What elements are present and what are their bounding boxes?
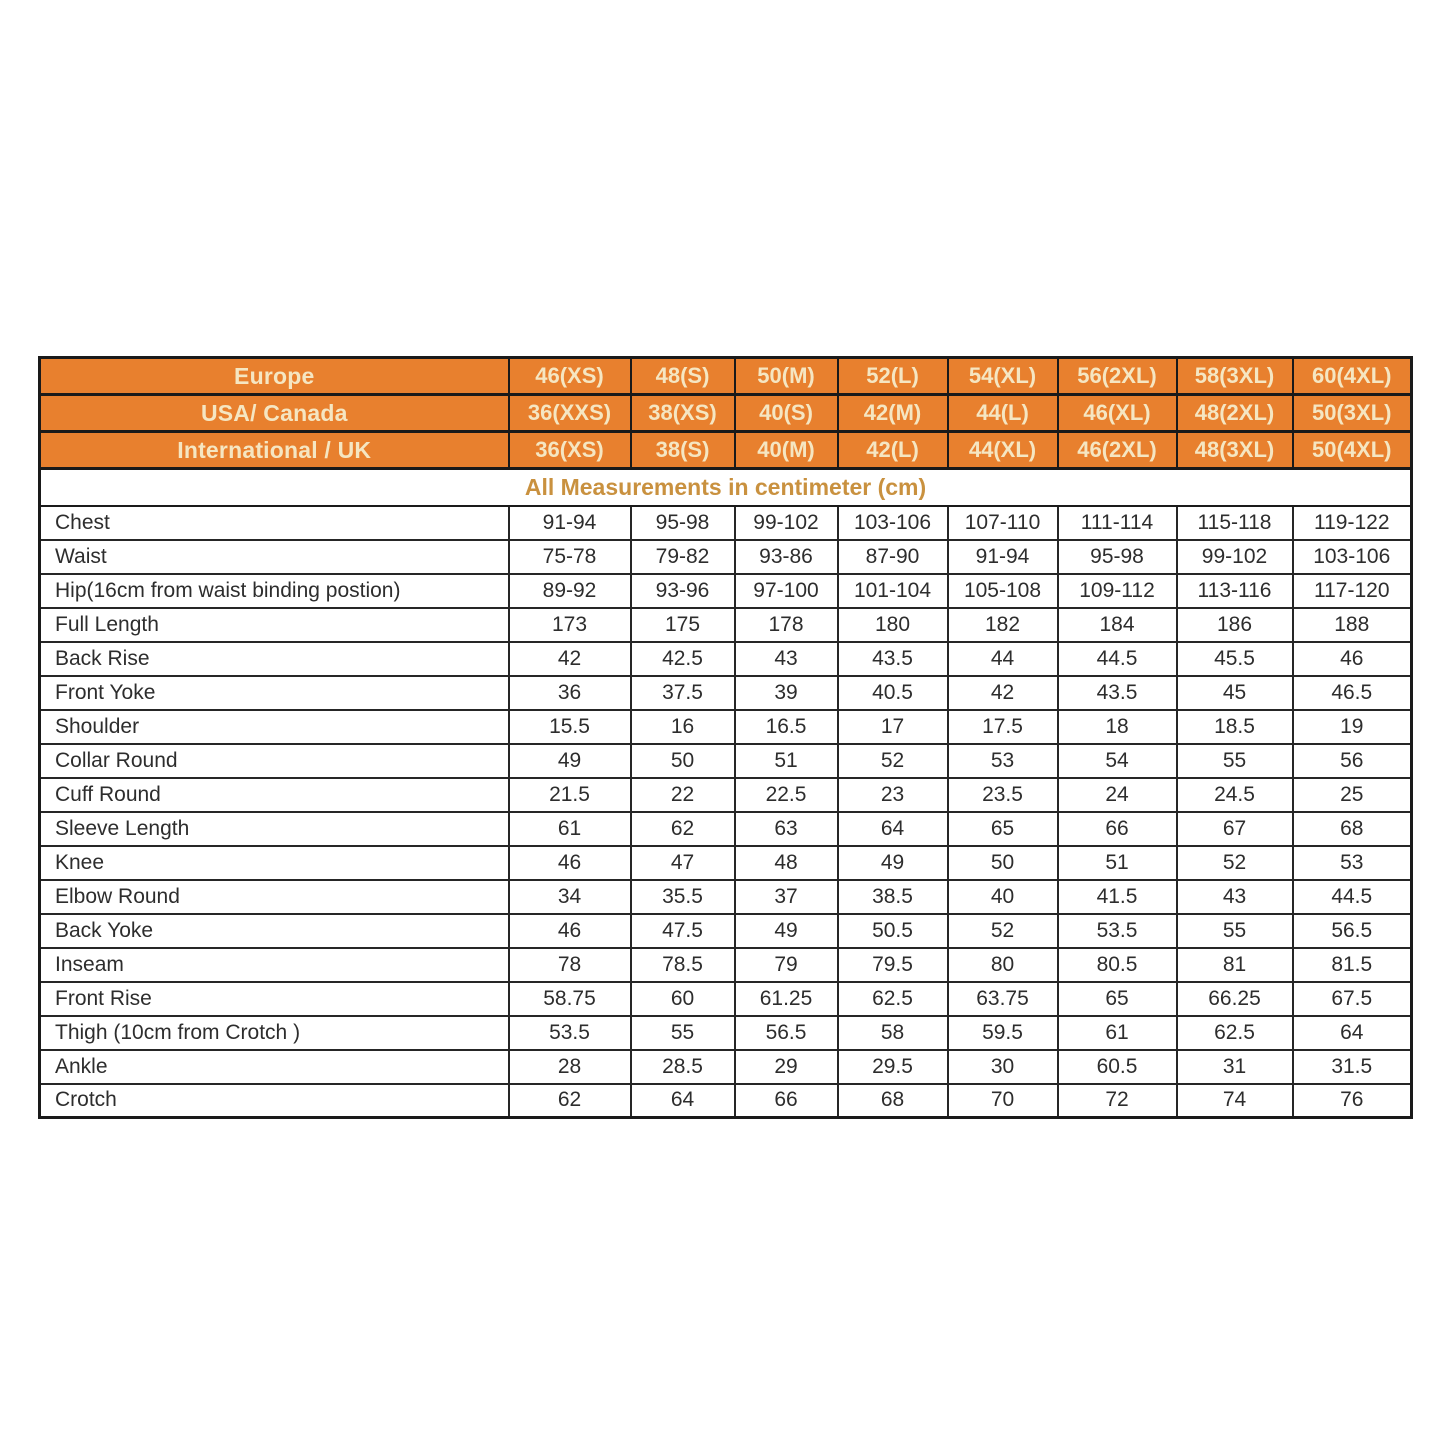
measurement-value: 111-114: [1058, 506, 1177, 540]
measurement-label: Waist: [40, 540, 509, 574]
size-chart-table: [38, 356, 1413, 1119]
measurement-value: 99-102: [1177, 540, 1293, 574]
measurement-value: 54: [1058, 744, 1177, 778]
measurement-value: 103-106: [838, 506, 948, 540]
measurement-value: 56.5: [1293, 914, 1412, 948]
measurement-value: 31: [1177, 1050, 1293, 1084]
size-cell: 38(S): [631, 432, 735, 469]
measurement-label: Collar Round: [40, 744, 509, 778]
measurement-value: 101-104: [838, 574, 948, 608]
measurement-value: 109-112: [1058, 574, 1177, 608]
measurement-value: 93-86: [735, 540, 838, 574]
measurement-value: 103-106: [1293, 540, 1412, 574]
measurement-value: 22.5: [735, 778, 838, 812]
measurement-value: 63.75: [948, 982, 1058, 1016]
measurement-row: [40, 540, 1412, 574]
measurement-value: 55: [1177, 914, 1293, 948]
measurement-row: [40, 1050, 1412, 1084]
measurement-value: 60: [631, 982, 735, 1016]
size-cell: 52(L): [838, 358, 948, 395]
measurement-value: 61.25: [735, 982, 838, 1016]
region-label: International / UK: [40, 432, 509, 469]
measurement-value: 37.5: [631, 676, 735, 710]
size-cell: 44(XL): [948, 432, 1058, 469]
measurement-value: 76: [1293, 1084, 1412, 1118]
measurement-value: 43: [1177, 880, 1293, 914]
measurement-value: 50: [631, 744, 735, 778]
measurement-row: [40, 812, 1412, 846]
measurement-label: Sleeve Length: [40, 812, 509, 846]
measurement-row: [40, 1084, 1412, 1118]
measurement-value: 16: [631, 710, 735, 744]
measurement-value: 87-90: [838, 540, 948, 574]
region-header-row: [40, 432, 1412, 469]
region-header-row: [40, 358, 1412, 395]
size-cell: 56(2XL): [1058, 358, 1177, 395]
measurement-value: 43: [735, 642, 838, 676]
measurement-value: 55: [631, 1016, 735, 1050]
measurement-value: 42.5: [631, 642, 735, 676]
measurement-value: 40: [948, 880, 1058, 914]
measurement-value: 35.5: [631, 880, 735, 914]
measurement-value: 74: [1177, 1084, 1293, 1118]
measurement-value: 78: [509, 948, 631, 982]
measurement-value: 47.5: [631, 914, 735, 948]
size-cell: 54(XL): [948, 358, 1058, 395]
measurement-value: 107-110: [948, 506, 1058, 540]
size-cell: 46(XS): [509, 358, 631, 395]
measurement-value: 66: [1058, 812, 1177, 846]
size-cell: 50(4XL): [1293, 432, 1412, 469]
measurement-value: 50.5: [838, 914, 948, 948]
measurement-row: [40, 948, 1412, 982]
size-cell: 38(XS): [631, 395, 735, 432]
measurement-row: [40, 608, 1412, 642]
measurement-value: 19: [1293, 710, 1412, 744]
size-cell: 40(S): [735, 395, 838, 432]
measurement-value: 46: [509, 846, 631, 880]
size-cell: 48(S): [631, 358, 735, 395]
measurement-row: [40, 880, 1412, 914]
measurement-label: Back Rise: [40, 642, 509, 676]
measurement-value: 24.5: [1177, 778, 1293, 812]
measurement-value: 81.5: [1293, 948, 1412, 982]
measurement-value: 42: [509, 642, 631, 676]
size-cell: 36(XXS): [509, 395, 631, 432]
size-cell: 36(XS): [509, 432, 631, 469]
measurement-value: 52: [1177, 846, 1293, 880]
measurement-row: [40, 914, 1412, 948]
measurement-row: [40, 744, 1412, 778]
measurement-value: 61: [509, 812, 631, 846]
measurement-row: [40, 642, 1412, 676]
measurement-value: 53: [1293, 846, 1412, 880]
measurement-value: 186: [1177, 608, 1293, 642]
measurement-value: 21.5: [509, 778, 631, 812]
measurement-value: 56.5: [735, 1016, 838, 1050]
measurement-value: 44.5: [1293, 880, 1412, 914]
measurement-value: 97-100: [735, 574, 838, 608]
measurement-value: 24: [1058, 778, 1177, 812]
measurement-row: [40, 982, 1412, 1016]
size-cell: 50(M): [735, 358, 838, 395]
size-cell: 48(2XL): [1177, 395, 1293, 432]
measurement-value: 95-98: [1058, 540, 1177, 574]
measurement-value: 81: [1177, 948, 1293, 982]
measurement-value: 17.5: [948, 710, 1058, 744]
measurement-value: 79.5: [838, 948, 948, 982]
measurement-value: 43.5: [838, 642, 948, 676]
measurement-value: 46: [1293, 642, 1412, 676]
measurement-value: 80.5: [1058, 948, 1177, 982]
measurement-value: 65: [948, 812, 1058, 846]
size-cell: 58(3XL): [1177, 358, 1293, 395]
measurement-value: 52: [838, 744, 948, 778]
measurement-value: 182: [948, 608, 1058, 642]
measurement-value: 66.25: [1177, 982, 1293, 1016]
measurement-value: 31.5: [1293, 1050, 1412, 1084]
measurement-value: 22: [631, 778, 735, 812]
measurement-label: Crotch: [40, 1084, 509, 1118]
size-cell: 60(4XL): [1293, 358, 1412, 395]
measurement-value: 51: [1058, 846, 1177, 880]
measurement-rows: [40, 506, 1412, 1118]
measurement-value: 64: [838, 812, 948, 846]
region-label: Europe: [40, 358, 509, 395]
measurement-value: 29.5: [838, 1050, 948, 1084]
measurement-value: 68: [838, 1084, 948, 1118]
measurement-value: 188: [1293, 608, 1412, 642]
size-cell: 50(3XL): [1293, 395, 1412, 432]
size-cell: 42(L): [838, 432, 948, 469]
measurement-value: 49: [735, 914, 838, 948]
measurement-value: 30: [948, 1050, 1058, 1084]
measurement-value: 53.5: [1058, 914, 1177, 948]
measurement-value: 53.5: [509, 1016, 631, 1050]
measurement-row: [40, 574, 1412, 608]
measurement-label: Cuff Round: [40, 778, 509, 812]
measurement-value: 64: [1293, 1016, 1412, 1050]
measurement-value: 56: [1293, 744, 1412, 778]
size-header-rows: [40, 358, 1412, 469]
measurement-label: Inseam: [40, 948, 509, 982]
measurement-value: 62.5: [1177, 1016, 1293, 1050]
measurement-value: 93-96: [631, 574, 735, 608]
measurement-value: 173: [509, 608, 631, 642]
measurement-row: [40, 846, 1412, 880]
measurement-row: [40, 710, 1412, 744]
measurement-value: 50: [948, 846, 1058, 880]
measurement-value: 55: [1177, 744, 1293, 778]
measurement-value: 42: [948, 676, 1058, 710]
measurement-value: 44: [948, 642, 1058, 676]
measurement-value: 40.5: [838, 676, 948, 710]
region-header-row: [40, 395, 1412, 432]
measurement-label: Front Yoke: [40, 676, 509, 710]
measurement-value: 49: [838, 846, 948, 880]
measurement-value: 68: [1293, 812, 1412, 846]
measurement-value: 79-82: [631, 540, 735, 574]
measurement-row: [40, 676, 1412, 710]
measurement-row: [40, 778, 1412, 812]
measurement-value: 105-108: [948, 574, 1058, 608]
measurement-value: 52: [948, 914, 1058, 948]
measurement-value: 45.5: [1177, 642, 1293, 676]
measurement-value: 80: [948, 948, 1058, 982]
measurement-row: [40, 1016, 1412, 1050]
measurement-label: Shoulder: [40, 710, 509, 744]
measurement-value: 46: [509, 914, 631, 948]
measurement-value: 28: [509, 1050, 631, 1084]
measurement-value: 60.5: [1058, 1050, 1177, 1084]
units-note: All Measurements in centimeter (cm): [40, 469, 1412, 506]
measurement-value: 18.5: [1177, 710, 1293, 744]
measurement-value: 178: [735, 608, 838, 642]
size-cell: 40(M): [735, 432, 838, 469]
measurement-value: 175: [631, 608, 735, 642]
measurement-value: 65: [1058, 982, 1177, 1016]
measurement-label: Full Length: [40, 608, 509, 642]
measurement-value: 91-94: [509, 506, 631, 540]
measurement-value: 119-122: [1293, 506, 1412, 540]
measurement-label: Chest: [40, 506, 509, 540]
measurement-row: [40, 506, 1412, 540]
measurement-value: 18: [1058, 710, 1177, 744]
measurement-label: Front Rise: [40, 982, 509, 1016]
measurement-value: 99-102: [735, 506, 838, 540]
size-cell: 46(XL): [1058, 395, 1177, 432]
measurement-value: 180: [838, 608, 948, 642]
measurement-value: 66: [735, 1084, 838, 1118]
measurement-label: Elbow Round: [40, 880, 509, 914]
measurement-value: 117-120: [1293, 574, 1412, 608]
measurement-value: 37: [735, 880, 838, 914]
measurement-value: 45: [1177, 676, 1293, 710]
measurement-value: 62: [631, 812, 735, 846]
measurement-value: 89-92: [509, 574, 631, 608]
measurement-value: 49: [509, 744, 631, 778]
measurement-value: 36: [509, 676, 631, 710]
measurement-value: 23: [838, 778, 948, 812]
units-note-section: [40, 469, 1412, 506]
measurement-label: Ankle: [40, 1050, 509, 1084]
size-chart: [38, 356, 1410, 1119]
measurement-value: 28.5: [631, 1050, 735, 1084]
measurement-value: 72: [1058, 1084, 1177, 1118]
size-cell: 44(L): [948, 395, 1058, 432]
measurement-value: 58.75: [509, 982, 631, 1016]
measurement-value: 113-116: [1177, 574, 1293, 608]
size-cell: 42(M): [838, 395, 948, 432]
measurement-value: 39: [735, 676, 838, 710]
measurement-value: 79: [735, 948, 838, 982]
measurement-value: 17: [838, 710, 948, 744]
measurement-value: 38.5: [838, 880, 948, 914]
measurement-value: 44.5: [1058, 642, 1177, 676]
measurement-value: 58: [838, 1016, 948, 1050]
units-note-row: [40, 469, 1412, 506]
region-label: USA/ Canada: [40, 395, 509, 432]
measurement-value: 62.5: [838, 982, 948, 1016]
measurement-value: 63: [735, 812, 838, 846]
measurement-label: Hip(16cm from waist binding postion): [40, 574, 509, 608]
measurement-value: 59.5: [948, 1016, 1058, 1050]
measurement-value: 78.5: [631, 948, 735, 982]
measurement-value: 64: [631, 1084, 735, 1118]
size-cell: 46(2XL): [1058, 432, 1177, 469]
measurement-value: 47: [631, 846, 735, 880]
measurement-value: 51: [735, 744, 838, 778]
measurement-label: Knee: [40, 846, 509, 880]
measurement-value: 29: [735, 1050, 838, 1084]
measurement-value: 67: [1177, 812, 1293, 846]
measurement-value: 25: [1293, 778, 1412, 812]
measurement-value: 91-94: [948, 540, 1058, 574]
measurement-label: Back Yoke: [40, 914, 509, 948]
measurement-value: 48: [735, 846, 838, 880]
measurement-value: 53: [948, 744, 1058, 778]
measurement-value: 67.5: [1293, 982, 1412, 1016]
measurement-value: 34: [509, 880, 631, 914]
measurement-value: 95-98: [631, 506, 735, 540]
measurement-value: 16.5: [735, 710, 838, 744]
measurement-value: 43.5: [1058, 676, 1177, 710]
measurement-value: 41.5: [1058, 880, 1177, 914]
measurement-value: 184: [1058, 608, 1177, 642]
measurement-value: 62: [509, 1084, 631, 1118]
size-cell: 48(3XL): [1177, 432, 1293, 469]
measurement-value: 23.5: [948, 778, 1058, 812]
measurement-value: 75-78: [509, 540, 631, 574]
measurement-value: 115-118: [1177, 506, 1293, 540]
measurement-value: 46.5: [1293, 676, 1412, 710]
measurement-value: 61: [1058, 1016, 1177, 1050]
measurement-value: 70: [948, 1084, 1058, 1118]
measurement-value: 15.5: [509, 710, 631, 744]
measurement-label: Thigh (10cm from Crotch ): [40, 1016, 509, 1050]
